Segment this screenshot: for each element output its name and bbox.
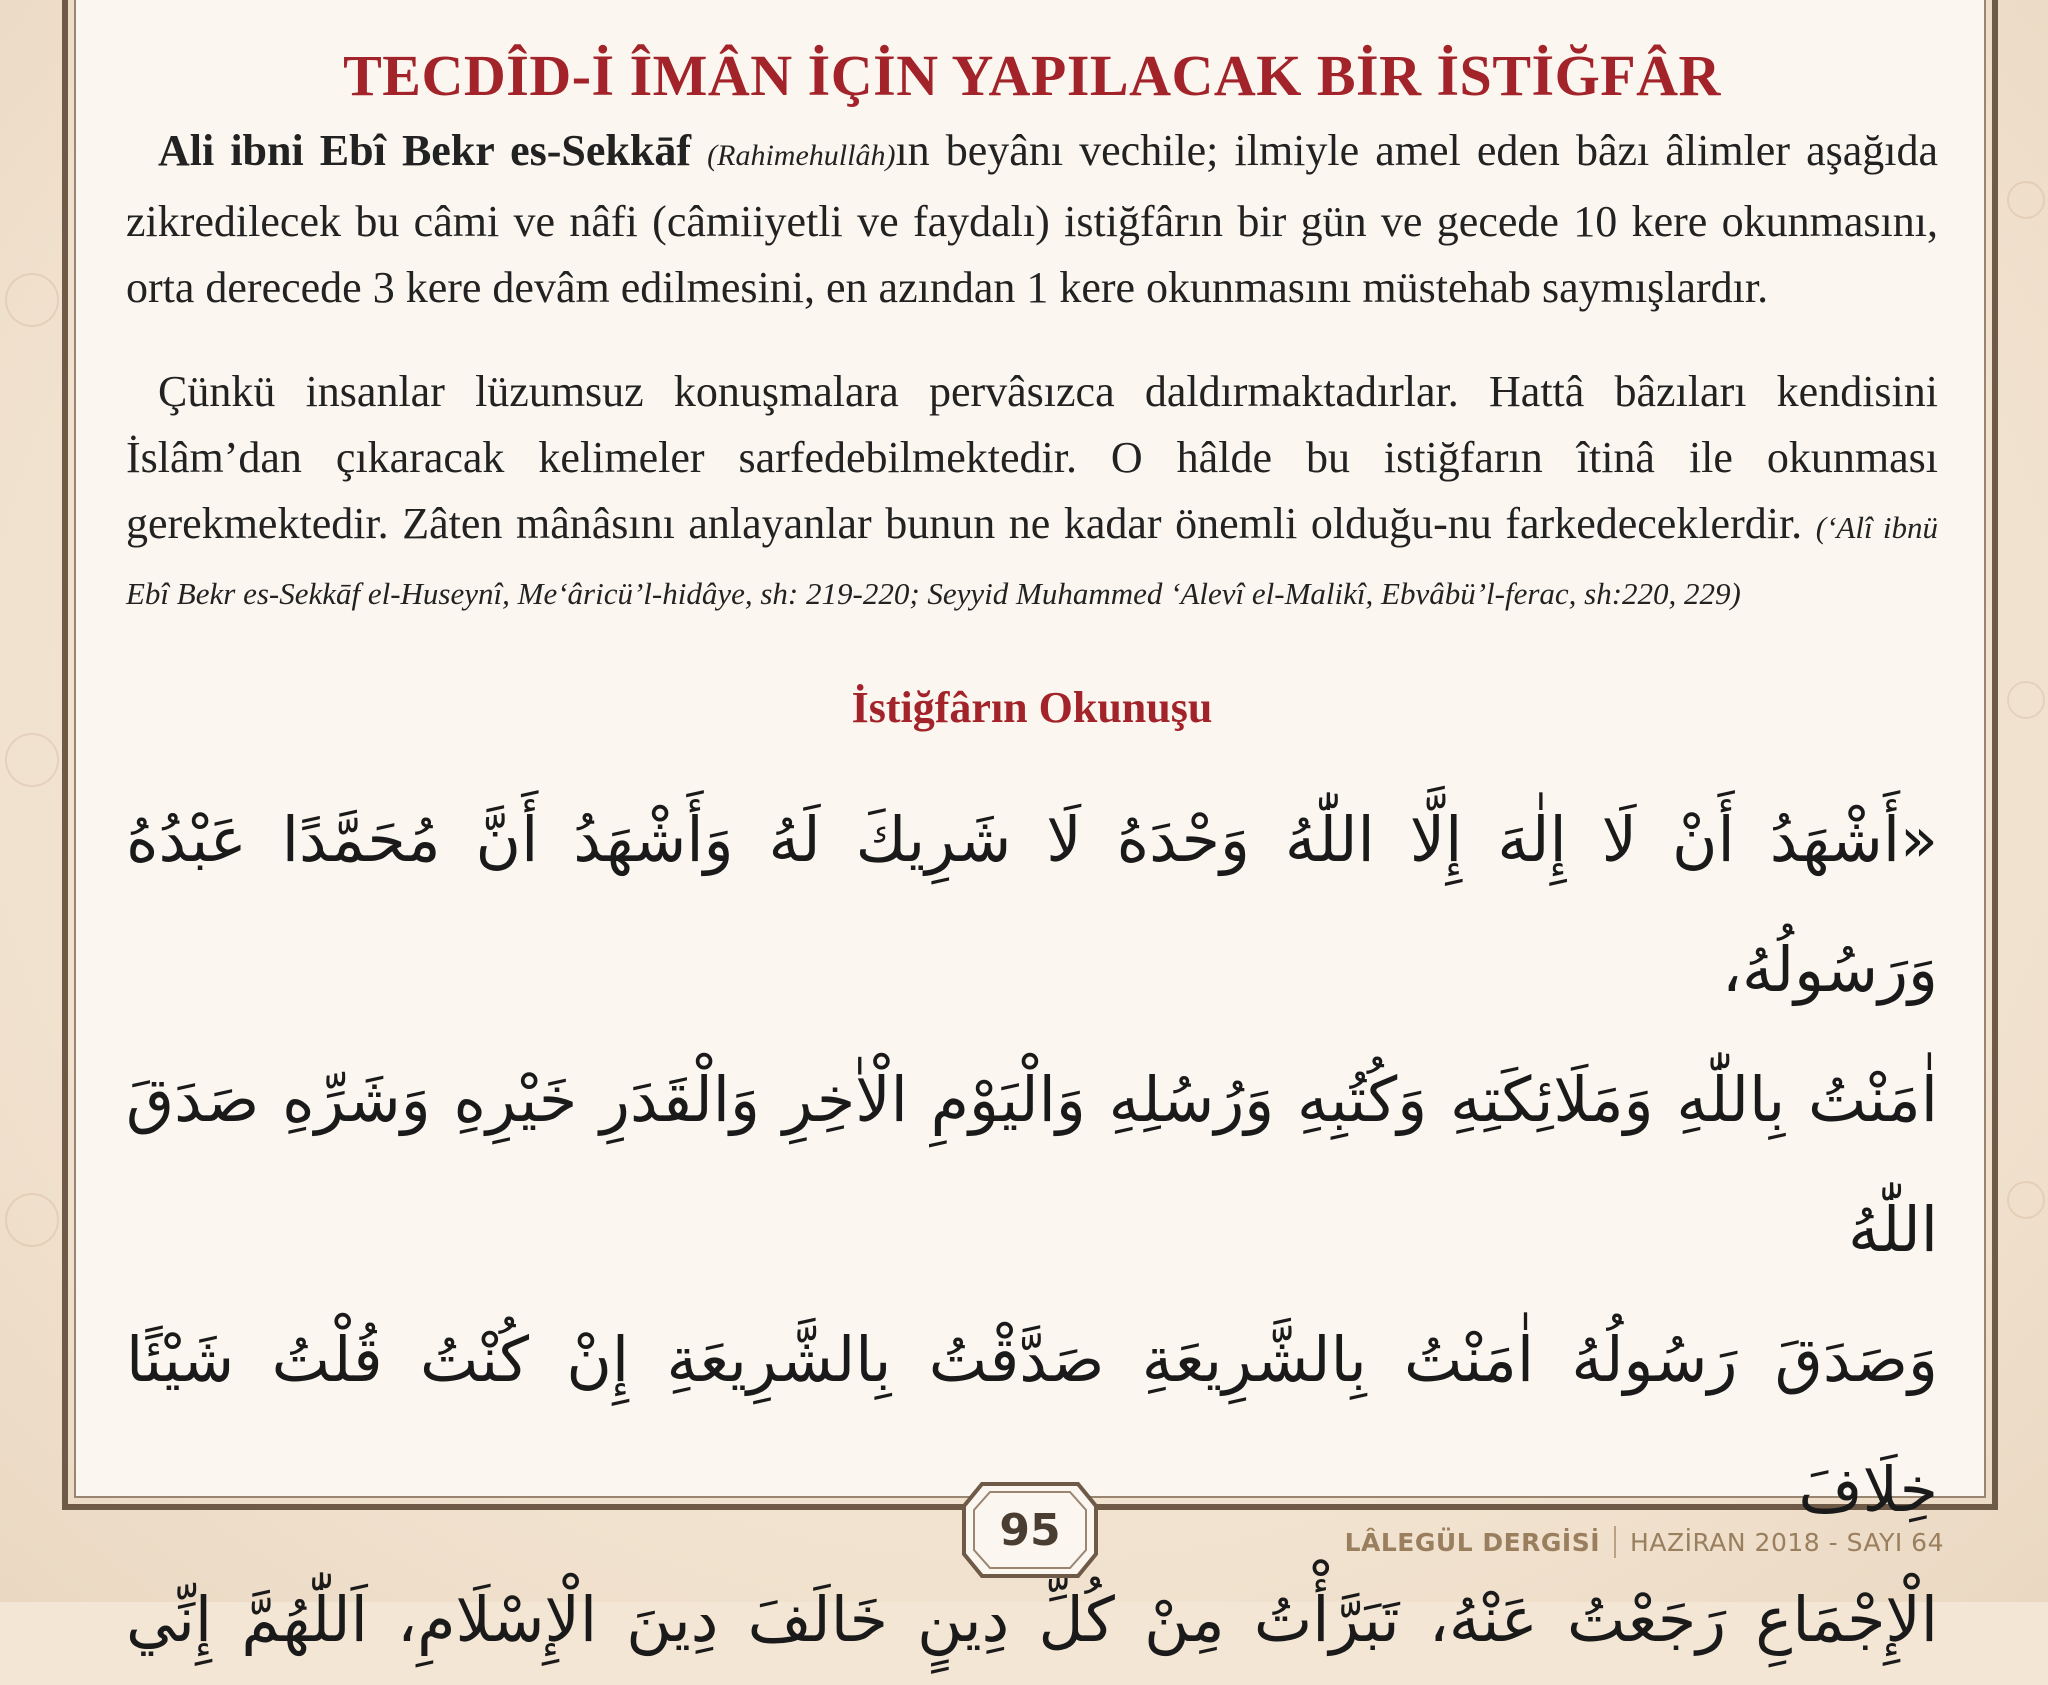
arabic-line-4: الْإِجْمَاعِ رَجَعْتُ عَنْهُ، تَبَرَّأْتُ مِنْ كُلِّ دِينٍ خَالَفَ دِينَ الْإِسْلَامِ، اَللّٰهُمَّ إِنِّي xyxy=(126,1583,1938,1656)
arabic-line-1: «أَشْهَدُ أَنْ لَا إِلٰهَ إِلَّا اللّٰهُ وَحْدَهُ لَا شَرِيكَ لَهُ وَأَشْهَدُ أَنَّ مُحَمَّدًا عَبْدُهُ وَرَسُولُهُ، xyxy=(126,803,1938,1006)
page-number-badge xyxy=(958,1478,1102,1582)
paragraph-1 xyxy=(126,118,1938,321)
paragraph-2-text: Çünkü insanlar lüzumsuz konuşmalara pervâsızca daldırmaktadırlar. Hattâ bâzıları kendisini İslâm’dan çıkaracak kelimeler sarfedebilmektedir. O hâlde bu istiğfarın îtinâ ile okunması gerekmektedir. Zâten mânâsını anlayanlar bunun ne kadar önemli olduğu-nu farkedeceklerdir. xyxy=(126,367,1938,548)
honorific: (Rahimehullâh) xyxy=(707,139,896,172)
article-content xyxy=(126,40,1938,1685)
page-number: 95 xyxy=(999,1504,1061,1556)
paragraph-1-text: ın beyânı vechile; ilmiyle amel eden bâzı âlimler aşağıda zikredilecek bu câmi ve nâfi (câmiiyetli ve faydalı) istiğfârın bir gün ve gecede 10 kere okunmasını, orta derecede 3 kere devâm edilmesini, en azından 1 kere okunmasını müstehab saymışlardır. xyxy=(126,126,1939,312)
article-title: TECDÎD-İ ÎMÂN İÇİN YAPILACAK BİR İSTİĞFÂR xyxy=(343,43,1721,108)
floral-ornament-right xyxy=(2004,0,2048,1500)
magazine-name: LÂLEGÜL DERGİSİ xyxy=(1344,1527,1601,1557)
author-name: Ali ibni Ebî Bekr es-Sekkāf xyxy=(158,126,692,175)
arabic-line-3: وَصَدَقَ رَسُولُهُ اٰمَنْتُ بِالشَّرِيعَةِ صَدَّقْتُ بِالشَّرِيعَةِ إِنْ كُنْتُ قُلْتُ شَيْئًا خِلَافَ xyxy=(126,1323,1938,1526)
paragraph-2 xyxy=(126,359,1938,623)
arabic-line-2: اٰمَنْتُ بِاللّٰهِ وَمَلَائِكَتِهِ وَكُتُبِهِ وَرُسُلِهِ وَالْيَوْمِ الْاٰخِرِ وَالْقَدَرِ خَيْرِهِ وَشَرِّهِ صَدَقَ اللّٰهُ xyxy=(126,1063,1938,1266)
citation: (‘Alî ibnü Ebî Bekr es-Sekkāf el-Huseynî, Me‘âricü’l-hidâye, sh: 219-220; Seyyid Muhammed ‘Alevî el-Malikî, Ebvâbü’l-ferac, sh:220, 229) xyxy=(126,510,1939,611)
section-subtitle: İstiğfârın Okunuşu xyxy=(851,683,1213,732)
issue-info: HAZİRAN 2018 - SAYI 64 xyxy=(1630,1527,1944,1557)
floral-ornament-left xyxy=(2,0,62,1500)
footer-divider xyxy=(1614,1526,1616,1558)
footer xyxy=(1345,1526,1944,1558)
